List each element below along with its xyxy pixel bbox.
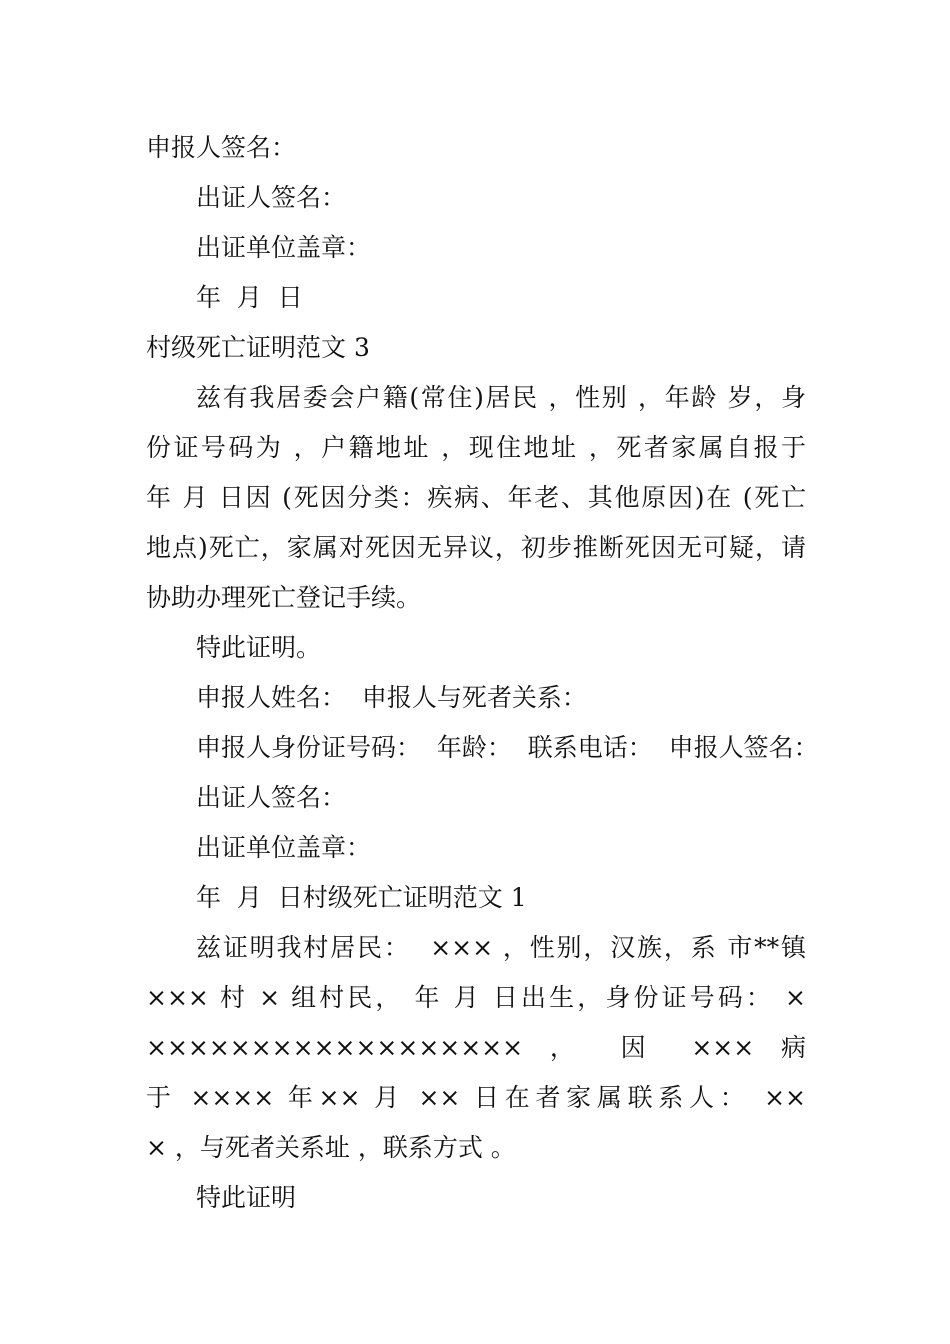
- certification-statement: 特此证明。: [196, 633, 322, 662]
- witness-signature-line: 出证人签名：: [196, 183, 347, 212]
- applicant-name-line: 申报人姓名： 申报人与死者关系：: [196, 683, 587, 712]
- paragraph-line: 兹有我居委会户籍(常住)居民 ，性别 ，年龄 岁，身: [196, 383, 806, 412]
- date-line: 年 月 日: [196, 283, 303, 312]
- paragraph-line: 兹证明我村居民： ××× ，性别，汉族，系 市**镇: [196, 933, 806, 962]
- certifying-unit-seal-line: 出证单位盖章：: [196, 233, 372, 262]
- paragraph-line: 于 ×××× 年×× 月 ×× 日在者家属联系人： ××: [146, 1083, 806, 1112]
- paragraph-line: ××× 村 × 组村民， 年 月 日出生，身份证号码： ×: [146, 983, 806, 1012]
- certifying-unit-seal-line: 出证单位盖章：: [196, 833, 372, 862]
- paragraph-line: 份证号码为 ，户籍地址 ，现住地址 ，死者家属自报于: [146, 433, 806, 462]
- section-heading: 村级死亡证明范文 3: [146, 333, 370, 362]
- paragraph-line: 协助办理死亡登记手续。: [146, 583, 422, 612]
- applicant-signature-line: 申报人签名：: [146, 133, 297, 162]
- witness-signature-line: 出证人签名：: [196, 783, 347, 812]
- date-and-heading-line: 年 月 日村级死亡证明范文 1: [196, 883, 527, 912]
- certification-statement: 特此证明: [196, 1183, 297, 1212]
- paragraph-line: 地点)死亡，家属对死因无异议，初步推断死因无可疑，请: [146, 533, 806, 562]
- paragraph-line: × ，与死者关系址 ，联系方式 。: [146, 1133, 516, 1162]
- applicant-id-line: 申报人身份证号码： 年龄： 联系电话： 申报人签名：: [196, 733, 819, 762]
- paragraph-line: ×××××××××××××××××× ， 因 ××× 病: [146, 1033, 806, 1062]
- paragraph-line: 年 月 日因 (死因分类：疾病、年老、其他原因)在 (死亡: [146, 483, 806, 512]
